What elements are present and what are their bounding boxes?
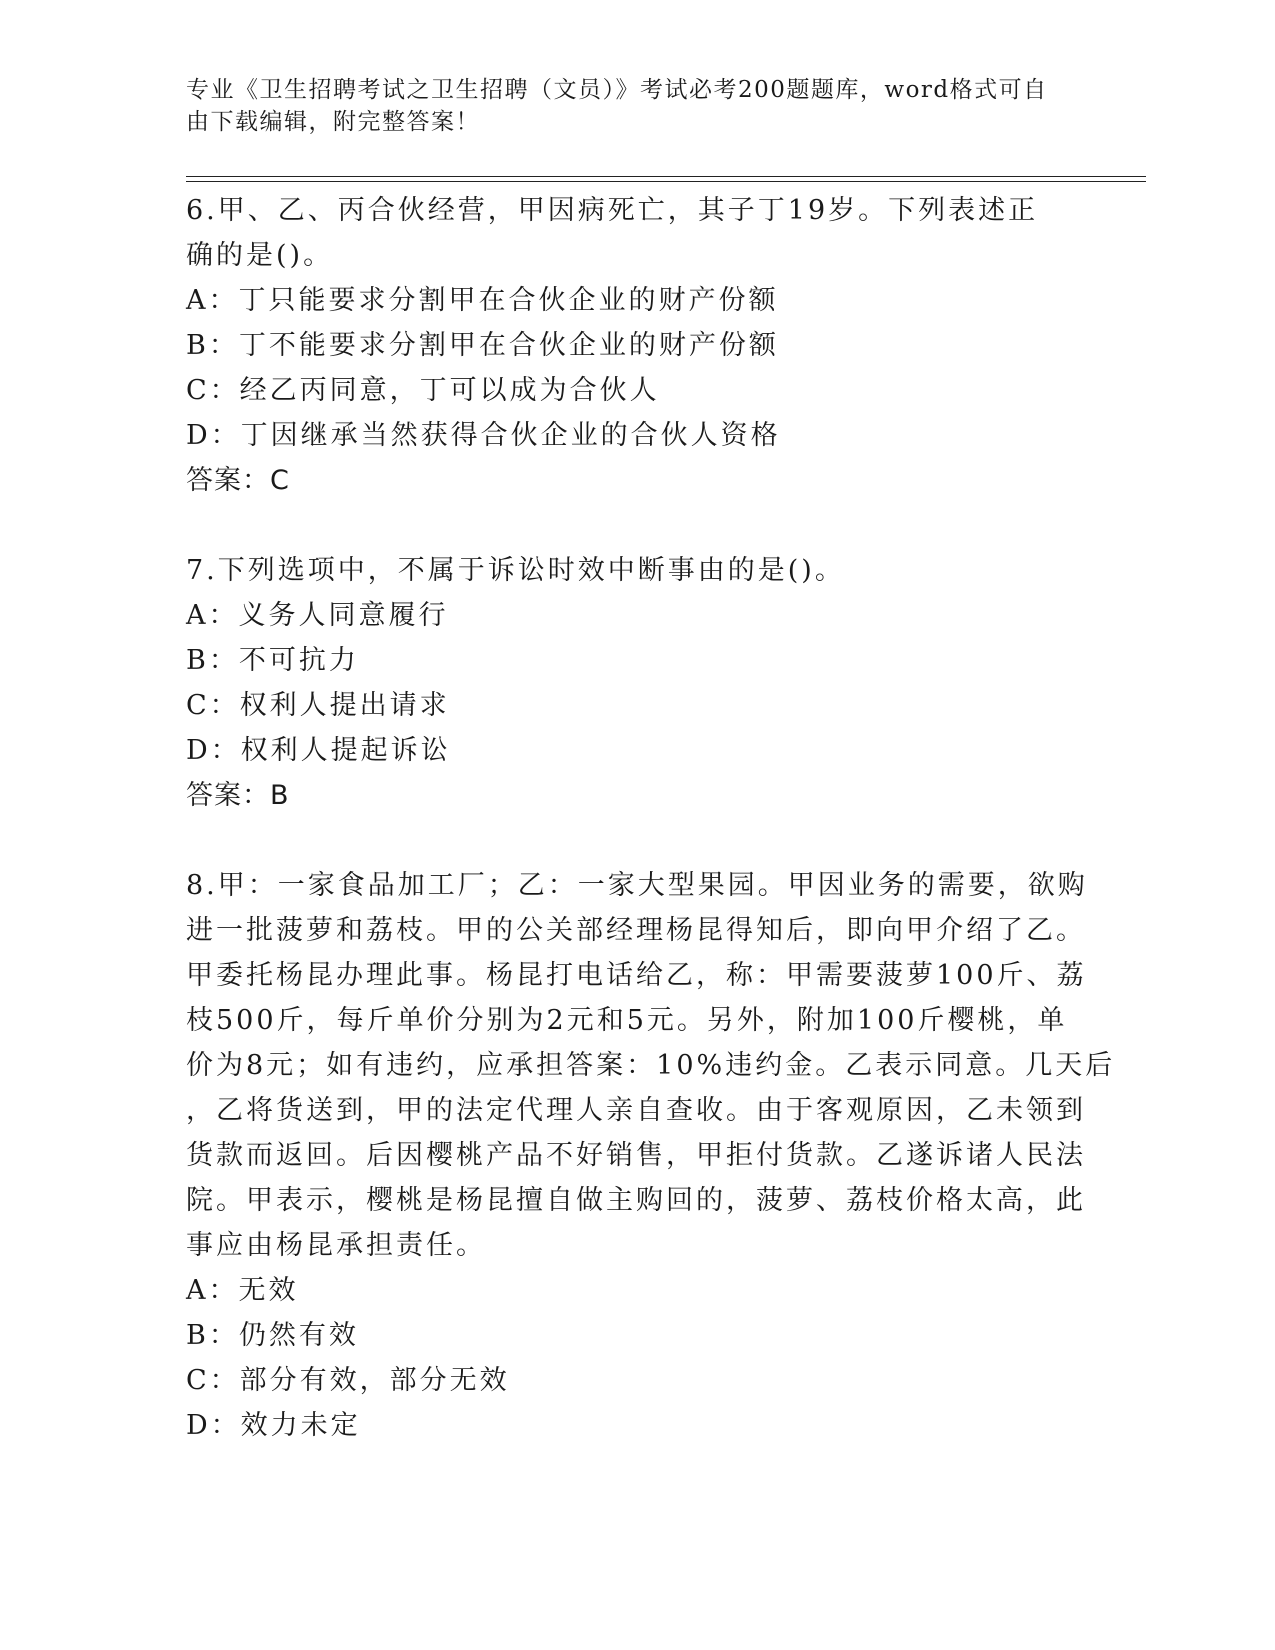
spacer bbox=[186, 818, 1066, 863]
answer-line: 答案：C bbox=[186, 465, 290, 496]
question-7 bbox=[186, 548, 1066, 818]
question-stem-line: ，乙将货送到，甲的法定代理人亲自查收。由于客观原因，乙未领到 bbox=[186, 1095, 1086, 1126]
option-b: B：仍然有效 bbox=[186, 1320, 359, 1351]
question-stem: 7.下列选项中，不属于诉讼时效中断事由的是()。 bbox=[186, 555, 845, 586]
option-a: A：丁只能要求分割甲在合伙企业的财产份额 bbox=[186, 285, 779, 316]
question-stem-line: 甲委托杨昆办理此事。杨昆打电话给乙，称：甲需要菠萝100斤、荔 bbox=[186, 960, 1087, 991]
option-b: B：丁不能要求分割甲在合伙企业的财产份额 bbox=[186, 330, 779, 361]
header-divider-bottom bbox=[186, 181, 1146, 182]
document-header: 专业《卫生招聘考试之卫生招聘（文员）》考试必考200题题库，word格式可自由下载编辑，附完整答案！ bbox=[186, 77, 1048, 135]
question-stem-line: 8.甲：一家食品加工厂；乙：一家大型果园。甲因业务的需要，欲购 bbox=[186, 870, 1088, 901]
header-divider-top bbox=[186, 176, 1146, 177]
question-list bbox=[186, 188, 1116, 1448]
question-stem-line: 价为8元；如有违约，应承担答案：10%违约金。乙表示同意。几天后 bbox=[186, 1050, 1116, 1081]
question-stem-line: 院。甲表示，樱桃是杨昆擅自做主购回的，菠萝、荔枝价格太高，此 bbox=[186, 1185, 1086, 1216]
option-b: B：不可抗力 bbox=[186, 645, 359, 676]
answer-line: 答案：B bbox=[186, 780, 290, 811]
spacer bbox=[186, 503, 1066, 548]
question-stem: 6.甲、乙、丙合伙经营，甲因病死亡，其子丁19岁。下列表述正确的是()。 bbox=[186, 195, 1039, 271]
question-stem-line: 枝500斤，每斤单价分别为2元和5元。另外，附加100斤樱桃，单 bbox=[186, 1005, 1068, 1036]
option-c: C：经乙丙同意，丁可以成为合伙人 bbox=[186, 375, 660, 406]
option-a: A：义务人同意履行 bbox=[186, 600, 449, 631]
option-c: C：权利人提出请求 bbox=[186, 690, 450, 721]
question-stem-line: 进一批菠萝和荔枝。甲的公关部经理杨昆得知后，即向甲介绍了乙。 bbox=[186, 915, 1086, 946]
question-stem-line: 货款而返回。后因樱桃产品不好销售，甲拒付货款。乙遂诉诸人民法 bbox=[186, 1140, 1086, 1171]
question-8 bbox=[186, 863, 1116, 1448]
question-stem-line: 事应由杨昆承担责任。 bbox=[186, 1230, 486, 1261]
option-d: D：丁因继承当然获得合伙企业的合伙人资格 bbox=[186, 420, 781, 451]
question-6 bbox=[186, 188, 1066, 503]
option-d: D：效力未定 bbox=[186, 1410, 361, 1441]
option-a: A：无效 bbox=[186, 1275, 299, 1306]
option-d: D：权利人提起诉讼 bbox=[186, 735, 451, 766]
option-c: C：部分有效，部分无效 bbox=[186, 1365, 510, 1396]
